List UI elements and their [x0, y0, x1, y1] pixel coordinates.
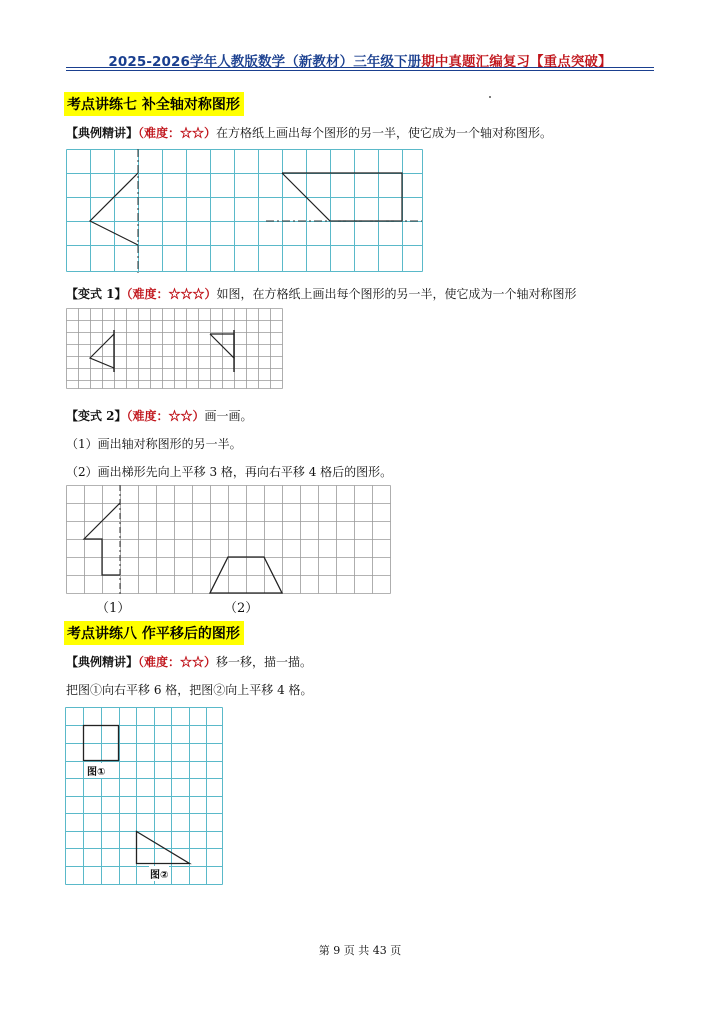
- figure-2-label: 图②: [149, 866, 169, 881]
- s7-example-line: [66, 124, 552, 141]
- s8-example-difficulty: （难度：☆☆）: [138, 655, 217, 669]
- s7-variant2-line: [66, 407, 253, 424]
- s7-variant1-grid: [66, 308, 284, 390]
- s7-variant1-difficulty: （难度：☆☆☆）: [126, 287, 217, 301]
- figure-2-triangle: [137, 832, 190, 864]
- shape-c-half: [84, 503, 120, 575]
- s8-example-text: 移一移，描一描。: [216, 655, 313, 669]
- s7-variant1-tag: 【变式 1】: [66, 287, 127, 301]
- header-title: 2025-2026学年人教版数学（新教材）三年级下册: [108, 54, 422, 70]
- s7-caption-2: （2）: [224, 601, 259, 616]
- s7-example-text: 在方格纸上画出每个图形的另一半，使它成为一个轴对称图形。: [216, 126, 553, 140]
- header-rule-thin: [66, 70, 654, 71]
- s8-example-grid: [64, 706, 224, 886]
- s7-variant2-item1: （1）画出轴对称图形的另一半。: [66, 437, 242, 451]
- s7-variant2-difficulty: （难度：☆☆）: [126, 409, 205, 423]
- s7-variant2-text: 画一画。: [204, 409, 253, 423]
- header-rule: [66, 67, 654, 68]
- figure-1-label: 图①: [86, 763, 106, 778]
- s7-example-tag: 【典例精讲】: [66, 126, 139, 140]
- s7-variant1-line: [66, 285, 577, 302]
- s8-instruction: 把图①向右平移 6 格，把图②向上平移 4 格。: [66, 683, 313, 697]
- s7-variant1-text: 如图，在方格纸上画出每个图形的另一半，使它成为一个轴对称图形: [216, 287, 577, 301]
- s7-example-grid: [66, 149, 426, 273]
- s8-example-tag: 【典例精讲】: [66, 655, 139, 669]
- shape-b1: [90, 334, 114, 368]
- section-8-title: 考点讲练八 作平移后的图形: [64, 621, 244, 645]
- shape-trapezoid: [210, 557, 282, 593]
- header-subtitle: 期中真题汇编复习【重点突破】: [421, 54, 612, 70]
- s7-variant2-grid: [66, 485, 392, 595]
- stray-dot: [489, 96, 491, 98]
- page-footer: 第 9 页 共 43 页: [318, 944, 402, 957]
- s8-example-line: [66, 653, 312, 670]
- s7-caption-1: （1）: [96, 601, 131, 616]
- section-7-title: 考点讲练七 补全轴对称图形: [64, 92, 244, 116]
- shape-b2: [210, 334, 234, 358]
- s7-variant2-tag: 【变式 2】: [66, 409, 127, 423]
- s7-example-difficulty: （难度：☆☆）: [138, 126, 217, 140]
- s7-variant2-item2: （2）画出梯形先向上平移 3 格，再向右平移 4 格后的图形。: [66, 465, 393, 479]
